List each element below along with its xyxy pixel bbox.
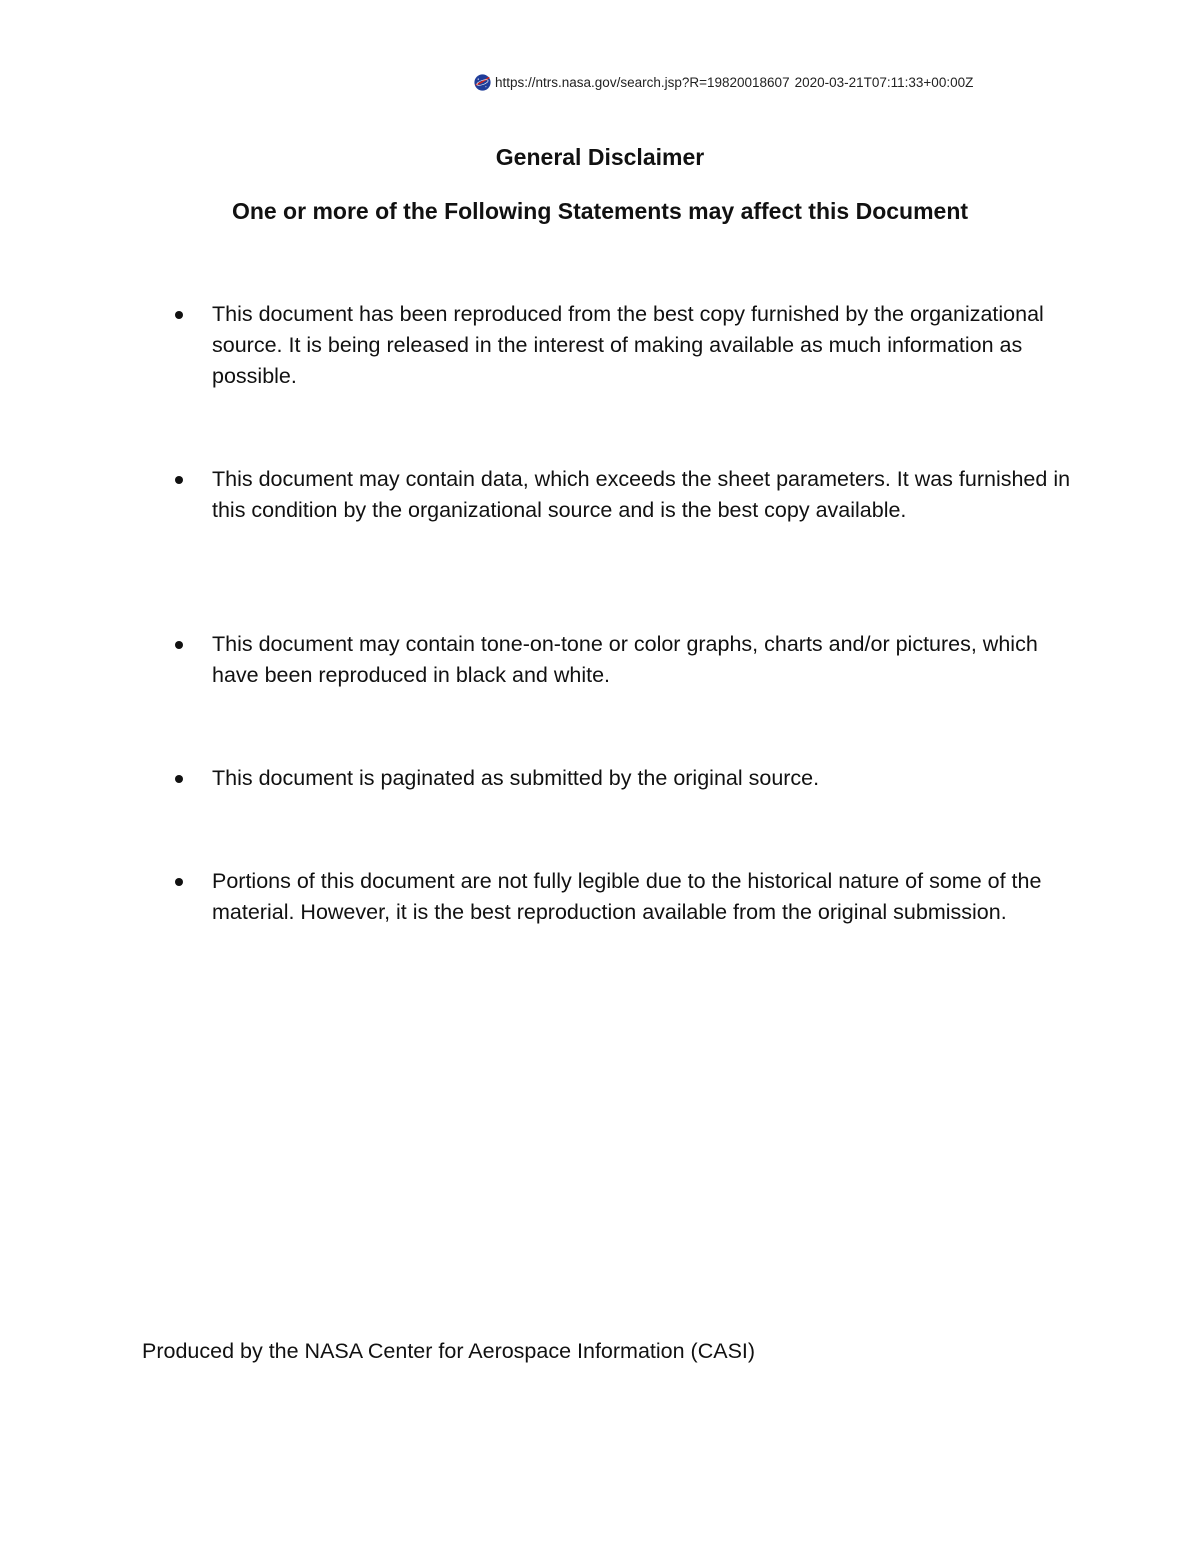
disclaimer-text: This document may contain data, which exceeds the sheet parameters. It was furnished in this condition by the organizational source and is the best copy available. <box>212 467 1071 522</box>
bullet-icon <box>175 641 183 649</box>
disclaimer-item <box>212 763 1082 794</box>
disclaimer-item <box>212 629 1082 691</box>
disclaimer-item <box>212 299 1082 392</box>
disclaimer-text: This document is paginated as submitted by the original source. <box>212 766 820 790</box>
bullet-icon <box>175 878 183 886</box>
page-subtitle: One or more of the Following Statements may affect this Document <box>231 198 969 224</box>
bullet-icon <box>175 476 183 484</box>
source-url-link[interactable]: https://ntrs.nasa.gov/search.jsp?R=19820018607 <box>495 74 790 90</box>
bullet-icon <box>175 775 183 783</box>
disclaimer-item <box>212 866 1082 928</box>
disclaimer-item <box>212 464 1082 526</box>
bullet-icon <box>175 311 183 319</box>
disclaimer-text: This document may contain tone-on-tone or color graphs, charts and/or pictures, which have been reproduced in black and white. <box>212 632 1038 687</box>
retrieval-timestamp: 2020-03-21T07:11:33+00:00Z <box>794 74 974 90</box>
page-title: General Disclaimer <box>495 144 705 170</box>
disclaimer-text: Portions of this document are not fully legible due to the historical nature of some of the material. However, it is the best reproduction available from the original submission. <box>212 869 1042 924</box>
disclaimer-text: This document has been reproduced from the best copy furnished by the organizational source. It is being released in the interest of making available as much information as possible. <box>212 302 1044 388</box>
producer-footer: Produced by the NASA Center for Aerospace Information (CASI) <box>142 1339 756 1363</box>
